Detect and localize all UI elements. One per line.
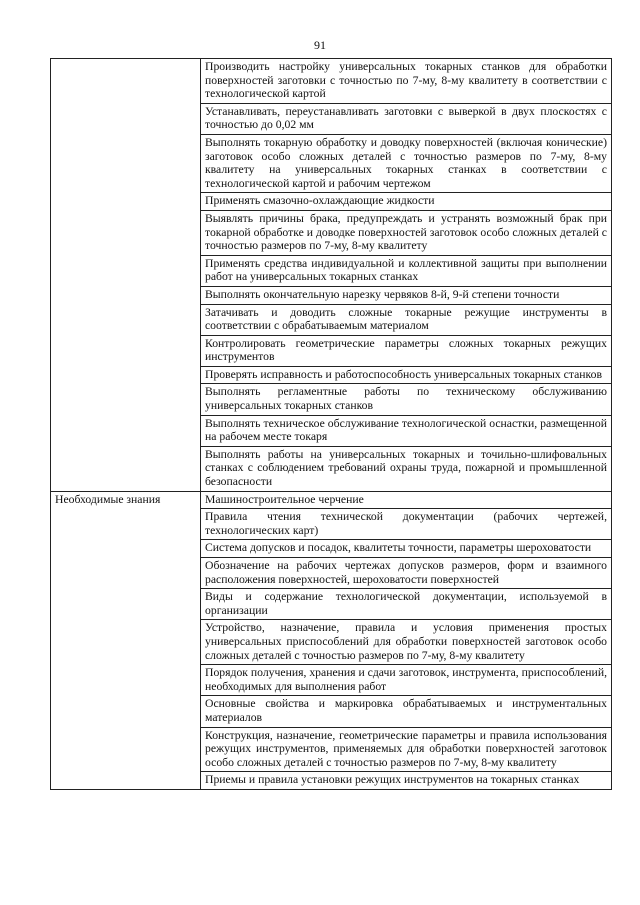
list-item: Затачивать и доводить сложные токарные режущие инструменты в соответствии с обрабатываемым материалом [201, 304, 611, 335]
list-item: Выполнять токарную обработку и доводку поверхностей (включая конические) заготовок особо сложных деталей с точностью размеров по 7-му, 8-му квалитету на универсальных токарных станках в соответствии с технологической картой и рабочим чертежом [201, 134, 611, 192]
list-item: Применять смазочно-охлаждающие жидкости [201, 192, 611, 210]
list-item: Производить настройку универсальных токарных станков для обработки поверхностей заготовки с точностью по 7-му, 8-му квалитету в соответствии с технологической картой [205, 60, 607, 101]
row-label: Необходимые знания [51, 491, 201, 789]
list-item: Выполнять регламентные работы по техническому обслуживанию универсальных токарных станков [201, 383, 611, 414]
list-item: Устанавливать, переустанавливать заготовки с выверкой в двух плоскостях с точностью до 0,02 мм [201, 103, 611, 134]
list-item: Выполнять окончательную нарезку червяков 8-й, 9-й степени точности [201, 286, 611, 304]
row-label [51, 59, 201, 492]
table-row-skills [51, 59, 612, 492]
list-item: Машиностроительное черчение [205, 492, 364, 506]
list-item: Выявлять причины брака, предупреждать и устранять возможный брак при токарной обработке и доводке поверхностей заготовок особо сложных деталей с точностью размеров по 7-му, 8-му квалитету [201, 210, 611, 255]
list-item: Выполнять техническое обслуживание технологической оснастки, размещенной на рабочем месте токаря [201, 415, 611, 446]
list-item: Правила чтения технической документации (рабочих чертежей, технологических карт) [201, 508, 611, 539]
list-item: Контролировать геометрические параметры сложных токарных режущих инструментов [201, 335, 611, 366]
table-row-knowledge [51, 491, 612, 789]
list-item: Система допусков и посадок, квалитеты точности, параметры шероховатости [201, 539, 611, 557]
list-item: Основные свойства и маркировка обрабатываемых и инструментальных материалов [201, 695, 611, 726]
list-item: Применять средства индивидуальной и коллективной защиты при выполнении работ на универсальных токарных станках [201, 255, 611, 286]
requirements-table [50, 58, 612, 790]
list-item: Порядок получения, хранения и сдачи заготовок, инструмента, приспособлений, необходимых для выполнения работ [201, 664, 611, 695]
items-cell [201, 59, 612, 492]
list-item: Конструкция, назначение, геометрические параметры и правила использования режущих инструментов, применяемых для обработки поверхностей заготовок особо сложных деталей с точностью размеров по 7-му, 8-му квалитету [201, 727, 611, 772]
list-item: Проверять исправность и работоспособность универсальных токарных станков [201, 366, 611, 384]
list-item: Выполнять работы на универсальных токарных и точильно-шлифовальных станках с соблюдением требований охраны труда, пожарной и промышленной безопасности [201, 446, 611, 491]
page-number: 91 [314, 38, 326, 52]
list-item: Приемы и правила установки режущих инструментов на токарных станках [201, 771, 611, 789]
list-item: Виды и содержание технологической документации, используемой в организации [201, 588, 611, 619]
list-item: Обозначение на рабочих чертежах допусков размеров, форм и взаимного расположения поверхностей, шероховатости поверхностей [201, 557, 611, 588]
list-item: Устройство, назначение, правила и условия применения простых универсальных приспособлений для обработки поверхностей заготовок особо сложных деталей с точностью размеров по 7-му, 8-му квалитету [201, 619, 611, 664]
items-cell [201, 491, 612, 789]
